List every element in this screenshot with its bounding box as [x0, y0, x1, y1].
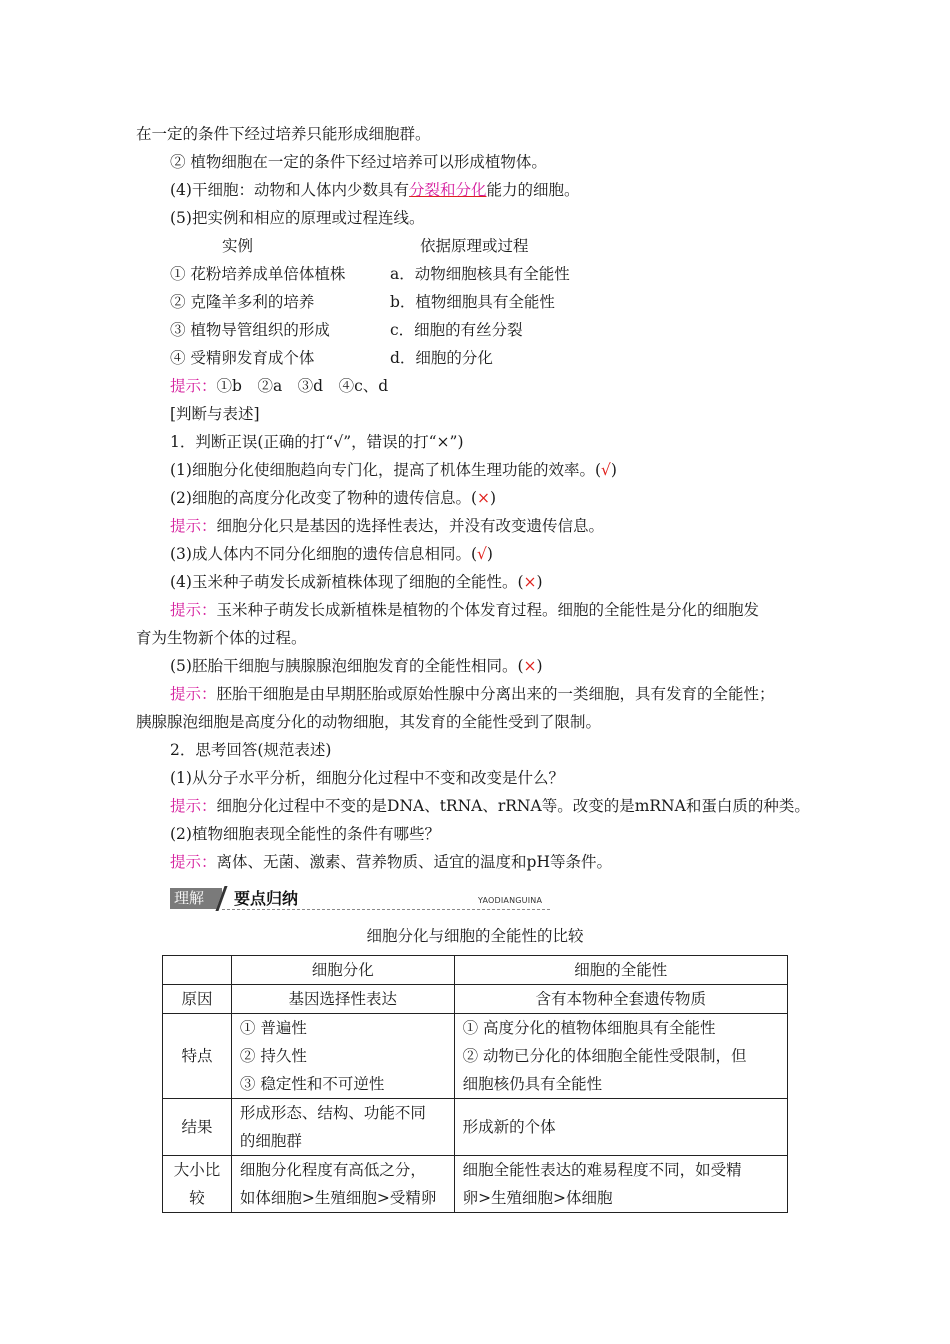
- hint-text: 胚胎干细胞是由早期胚胎或原始性腺中分离出来的一类细胞，具有发育的全能性；: [216, 685, 775, 703]
- paren: ): [486, 545, 493, 563]
- hint-line: [170, 684, 775, 704]
- cell-line: ① 高度分化的植物体细胞具有全能性: [462, 1019, 716, 1037]
- matching-option: a．动物细胞核具有全能性: [390, 265, 570, 283]
- table-corner-cell: [163, 956, 232, 985]
- section-tag: 理解: [170, 888, 222, 909]
- question: (1)从分子水平分析，细胞分化过程中不变和改变是什么？: [170, 769, 564, 787]
- cell-line: ② 动物已分化的体细胞全能性受限制，但: [462, 1047, 747, 1065]
- table-cell: 基因选择性表达: [231, 985, 454, 1014]
- text-fragment: 能力的细胞。: [486, 181, 580, 199]
- paren: ): [490, 489, 497, 507]
- statement: [170, 544, 493, 564]
- table-cell: 含有本物种全套遗传物质: [454, 985, 787, 1014]
- matching-option: b．植物细胞具有全能性: [390, 293, 555, 311]
- cell-line: 卵>生殖细胞>体细胞: [462, 1189, 613, 1207]
- cell-line: ① 普遍性: [239, 1019, 307, 1037]
- row-header: 原因: [163, 985, 232, 1014]
- table-header-row: [163, 956, 788, 985]
- statement-text: (1)细胞分化使细胞趋向专门化，提高了机体生理功能的效率。(: [170, 461, 602, 479]
- paren: ): [536, 573, 543, 591]
- matching-item: ① 花粉培养成单倍体植株: [170, 265, 346, 283]
- statement: [170, 460, 617, 480]
- statement-text: (5)胚胎干细胞与胰腺腺泡细胞发育的全能性相同。(: [170, 657, 524, 675]
- hint-line: [170, 600, 759, 620]
- cell-line: 细胞核仍具有全能性: [462, 1075, 603, 1093]
- hint-line: [170, 376, 388, 396]
- cell-line: 细胞分化程度有高低之分，: [239, 1161, 426, 1179]
- hint-text: ①b ②a ③d ④c、d: [216, 377, 389, 395]
- hint-text: 细胞分化过程中不变的是DNA、tRNA、rRNA等。改变的是mRNA和蛋白质的种类。: [216, 797, 810, 815]
- table-row: [163, 985, 788, 1014]
- statement-text: (4)玉米种子萌发长成新植株体现了细胞的全能性。(: [170, 573, 524, 591]
- question-title: 2．思考回答(规范表述): [170, 741, 332, 759]
- hint-label: 提示：: [170, 601, 217, 619]
- section-pinyin: YAODIANGUINA: [478, 896, 543, 905]
- hint-label: 提示：: [170, 853, 217, 871]
- cell-line: 大小比: [173, 1161, 221, 1179]
- cell-line: 的细胞群: [239, 1132, 302, 1150]
- matching-item: ② 克隆羊多利的培养: [170, 293, 315, 311]
- text-line: [170, 180, 580, 200]
- answer-mark: ×: [523, 573, 537, 591]
- matching-option: d．细胞的分化: [390, 349, 493, 367]
- question: (2)植物细胞表现全能性的条件有哪些？: [170, 825, 440, 843]
- hint-text: 离体、无菌、激素、营养物质、适宜的温度和pH等条件。: [216, 853, 612, 871]
- matching-header-right: 依据原理或过程: [420, 237, 529, 255]
- statement-text: (3)成人体内不同分化细胞的遗传信息相同。(: [170, 545, 478, 563]
- table-row: [163, 1014, 788, 1099]
- cell-line: 形成形态、结构、功能不同: [239, 1104, 426, 1122]
- text-line: ② 植物细胞在一定的条件下经过培养可以形成植物体。: [170, 153, 547, 171]
- paren: ): [610, 461, 617, 479]
- section-label: [判断与表述]: [170, 405, 260, 423]
- underlined-answer: 分裂和分化: [408, 181, 487, 199]
- cell-line: ③ 稳定性和不可逆性: [239, 1075, 385, 1093]
- column-header: 细胞分化: [231, 956, 454, 985]
- table-cell: [231, 1099, 454, 1156]
- text-line: 在一定的条件下经过培养只能形成细胞群。: [136, 125, 431, 143]
- cell-line: ② 持久性: [239, 1047, 307, 1065]
- text-line: (5)把实例和相应的原理或过程连线。: [170, 209, 425, 227]
- statement: [170, 656, 543, 676]
- answer-mark: ×: [477, 489, 491, 507]
- hint-continuation: 胰腺腺泡细胞是高度分化的动物细胞，其发育的全能性受到了限制。: [136, 713, 602, 731]
- table-cell: 形成新的个体: [454, 1099, 787, 1156]
- matching-item: ③ 植物导管组织的形成: [170, 321, 330, 339]
- answer-mark: ×: [523, 657, 537, 675]
- cell-line: 如体细胞>生殖细胞>受精卵: [239, 1189, 437, 1207]
- hint-line: [170, 852, 612, 872]
- table-cell: [231, 1014, 454, 1099]
- cell-line: 较: [189, 1189, 205, 1207]
- hint-line: [170, 516, 604, 536]
- cell-line: 细胞全能性表达的难易程度不同，如受精: [462, 1161, 742, 1179]
- hint-label: 提示：: [170, 517, 217, 535]
- matching-header-left: 实例: [222, 237, 254, 255]
- column-header: 细胞的全能性: [454, 956, 787, 985]
- answer-mark: √: [477, 545, 487, 563]
- comparison-table: [162, 955, 788, 1213]
- table-caption: 细胞分化与细胞的全能性的比较: [366, 927, 584, 945]
- divider: [222, 909, 550, 910]
- row-header: 结果: [163, 1099, 232, 1156]
- table-row: [163, 1156, 788, 1213]
- paren: ): [536, 657, 543, 675]
- answer-mark: √: [601, 461, 611, 479]
- hint-label: 提示：: [170, 685, 217, 703]
- matching-item: ④ 受精卵发育成个体: [170, 349, 315, 367]
- statement-text: (2)细胞的高度分化改变了物种的遗传信息。(: [170, 489, 478, 507]
- hint-text: 玉米种子萌发长成新植株是植物的个体发育过程。细胞的全能性是分化的细胞发: [216, 601, 760, 619]
- table-cell: [231, 1156, 454, 1213]
- hint-line: [170, 796, 810, 816]
- hint-label: 提示：: [170, 377, 217, 395]
- row-header: 特点: [163, 1014, 232, 1099]
- hint-continuation: 育为生物新个体的过程。: [136, 629, 307, 647]
- question-title: 1．判断正误(正确的打“√”，错误的打“×”): [170, 433, 464, 451]
- hint-text: 细胞分化只是基因的选择性表达，并没有改变遗传信息。: [216, 517, 605, 535]
- statement: [170, 572, 543, 592]
- table-row: [163, 1099, 788, 1156]
- statement: [170, 488, 496, 508]
- section-title: 要点归纳: [234, 889, 299, 908]
- section-header: [170, 886, 550, 912]
- hint-label: 提示：: [170, 797, 217, 815]
- table-cell: [454, 1014, 787, 1099]
- matching-option: c．细胞的有丝分裂: [390, 321, 523, 339]
- table-cell: [454, 1156, 787, 1213]
- text-fragment: (4)干细胞：动物和人体内少数具有: [170, 181, 409, 199]
- row-header: [163, 1156, 232, 1213]
